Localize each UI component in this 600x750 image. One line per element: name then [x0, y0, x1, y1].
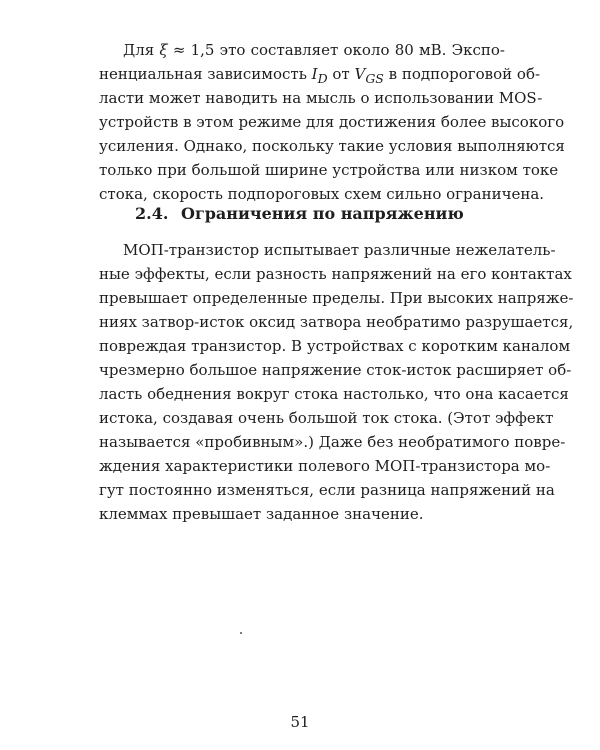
- math-subscript: GS: [365, 71, 384, 86]
- text-line: ные эффекты, если разность напряжений на его контактах: [99, 265, 572, 283]
- text-line: называется «пробивным».) Даже без необратимого повре-: [99, 433, 566, 451]
- text-fragment: от: [327, 65, 355, 83]
- section-number: 2.4.: [135, 204, 169, 223]
- text-line: только при большой ширине устройства или низком токе: [99, 161, 559, 179]
- math-symbol-v: V: [354, 65, 366, 83]
- page-number: 51: [290, 713, 310, 731]
- text-line: МОП-транзистор испытывает различные нежелатель-: [123, 241, 556, 259]
- text-line: ласти может наводить на мысль о использовании MOS-: [99, 89, 543, 107]
- text-line: чрезмерно большое напряжение сток-исток расширяет об-: [99, 361, 572, 379]
- text-line: гут постоянно изменяться, если разница напряжений на: [99, 481, 555, 499]
- text-line: клеммах превышает заданное значение.: [99, 505, 424, 523]
- section-title: Ограничения по напряжению: [181, 204, 464, 223]
- text-fragment: в подпороговой об-: [383, 65, 541, 83]
- text-line: повреждая транзистор. В устройствах с коротким каналом: [99, 337, 571, 355]
- text-line: ласть обеднения вокруг стока настолько, что она касается: [99, 385, 569, 403]
- scan-speck: [240, 632, 242, 634]
- text-line: ждения характеристики полевого МОП-транзистора мо-: [99, 457, 551, 475]
- math-subscript: D: [317, 71, 328, 86]
- text-line: [123, 38, 505, 62]
- section-heading: [135, 204, 464, 223]
- text-line: устройств в этом режиме для достижения более высокого: [99, 113, 565, 131]
- text-fragment: ≈ 1,5 это составляет около 80 мВ. Экспо-: [167, 41, 505, 59]
- math-symbol-xi: ξ: [159, 41, 168, 59]
- math-symbol-i: I: [311, 65, 318, 83]
- text-line: ниях затвор-исток оксид затвора необратимо разрушается,: [99, 313, 574, 331]
- text-line: превышает определенные пределы. При высоких напряже-: [99, 289, 574, 307]
- text-fragment: Для: [123, 41, 160, 59]
- text-line: истока, создавая очень большой ток стока. (Этот эффект: [99, 409, 554, 427]
- text-line: усиления. Однако, поскольку такие условия выполняются: [99, 137, 565, 155]
- text-line: стока, скорость подпороговых схем сильно ограничена.: [99, 185, 545, 203]
- text-fragment: ненциальная зависимость: [99, 65, 312, 83]
